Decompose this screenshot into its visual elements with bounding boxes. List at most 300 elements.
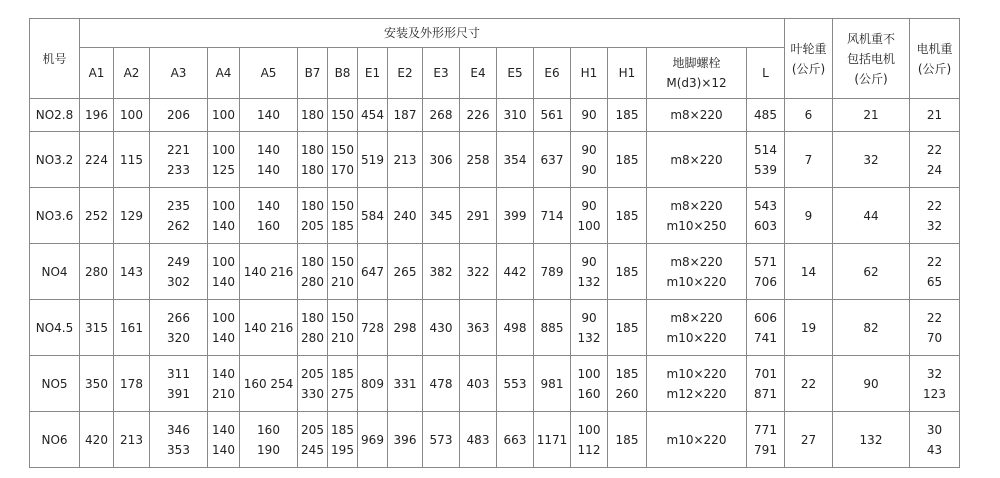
cell-line: 571: [754, 254, 777, 269]
cell-dimension: [328, 244, 358, 300]
cell-dimension: [388, 132, 423, 188]
cell-motor-weight: [910, 244, 960, 300]
cell-line: m12×220: [666, 386, 727, 401]
cell-dimension: [80, 132, 114, 188]
cell-dimension: [358, 188, 388, 244]
cell-dimension: [208, 99, 240, 132]
cell-dimension: [608, 188, 647, 244]
cell-line: (公斤): [917, 61, 952, 76]
cell-dimension: [423, 244, 460, 300]
cell-dimension: [298, 300, 328, 356]
cell-line: 573: [429, 432, 453, 447]
cell-dimension: [571, 412, 608, 468]
cell-line: 663: [503, 432, 527, 447]
cell-line: 539: [754, 162, 777, 177]
cell-line: 132: [859, 432, 883, 447]
cell-line: 430: [429, 320, 453, 335]
cell-line: 160: [257, 218, 280, 233]
cell-dimension: [298, 99, 328, 132]
header-col: [358, 48, 388, 99]
cell-line: 178: [120, 376, 143, 391]
cell-line: 584: [361, 208, 384, 223]
cell-line: A4: [215, 66, 232, 80]
cell-line: 82: [863, 320, 879, 335]
cell-line: 268: [429, 108, 453, 122]
cell-dimension: [747, 188, 785, 244]
cell-line: 21: [926, 108, 943, 122]
cell-dimension: [80, 412, 114, 468]
cell-dimension: [497, 244, 534, 300]
cell-line: 185: [615, 152, 639, 167]
table-row: [30, 99, 960, 132]
header-dimension-group: 安装及外形形尺寸: [80, 19, 785, 48]
cell-dimension: [298, 356, 328, 412]
cell-line: 90: [581, 142, 597, 157]
cell-line: 19: [800, 320, 817, 335]
cell-line: 706: [754, 274, 777, 289]
cell-dimension: [608, 356, 647, 412]
cell-dimension: [423, 356, 460, 412]
cell-impeller-weight: [785, 132, 833, 188]
cell-dimension: [388, 244, 423, 300]
cell-dimension: [150, 300, 208, 356]
cell-line: NO3.6: [35, 208, 74, 223]
cell-line: 112: [577, 442, 601, 457]
cell-line: 129: [120, 208, 143, 223]
cell-dimension: [358, 99, 388, 132]
cell-line: 382: [429, 264, 453, 279]
cell-line: 454: [361, 108, 384, 122]
cell-dimension: [328, 412, 358, 468]
cell-line: 519: [361, 152, 384, 167]
cell-line: 543: [754, 198, 777, 213]
cell-line: 252: [85, 208, 108, 223]
cell-line: 90: [581, 310, 597, 325]
cell-dimension: [208, 300, 240, 356]
cell-line: 180: [301, 254, 324, 269]
cell-line: 185: [331, 422, 354, 437]
cell-line: 185: [615, 432, 639, 447]
cell-line: A2: [123, 66, 140, 80]
cell-line: 6: [804, 108, 813, 122]
cell-line: 150: [331, 108, 354, 122]
cell-fan-weight: [833, 132, 910, 188]
header-motor-weight: [910, 19, 960, 99]
cell-motor-weight: [910, 412, 960, 468]
cell-motor-weight: [910, 132, 960, 188]
cell-line: 140: [212, 442, 235, 457]
cell-line: m8×220: [670, 198, 723, 213]
table-row: [30, 132, 960, 188]
cell-dimension: [423, 300, 460, 356]
cell-line: 245: [301, 442, 324, 457]
cell-line: 210: [331, 274, 354, 289]
cell-line: 647: [361, 264, 384, 279]
header-col: [747, 48, 785, 99]
cell-dimension: [328, 99, 358, 132]
cell-dimension: [388, 99, 423, 132]
header-col: [150, 48, 208, 99]
cell-line: 213: [393, 152, 417, 167]
cell-dimension: [358, 356, 388, 412]
header-col: [80, 48, 114, 99]
header-col: [328, 48, 358, 99]
cell-dimension: [423, 188, 460, 244]
cell-dimension: [647, 244, 747, 300]
cell-dimension: [240, 188, 298, 244]
cell-line: 291: [466, 208, 490, 223]
cell-impeller-weight: [785, 412, 833, 468]
cell-line: H1: [580, 66, 598, 80]
cell-motor-weight: [910, 99, 960, 132]
cell-line: E6: [544, 66, 560, 80]
cell-dimension: [497, 188, 534, 244]
cell-line: 226: [466, 108, 490, 122]
table-row: [30, 412, 960, 468]
cell-line: 161: [120, 320, 143, 335]
cell-line: 514: [754, 142, 777, 157]
cell-dimension: [608, 300, 647, 356]
cell-line: 391: [167, 386, 190, 401]
cell-line: 185: [615, 264, 639, 279]
cell-line: NO2.8: [35, 108, 74, 122]
cell-line: 442: [503, 264, 527, 279]
cell-fan-weight: [833, 244, 910, 300]
cell-line: 235: [167, 198, 190, 213]
cell-dimension: [388, 412, 423, 468]
cell-line: 298: [393, 320, 417, 335]
cell-line: 叶轮重: [790, 41, 827, 56]
cell-line: 143: [120, 264, 143, 279]
cell-line: 180: [301, 108, 324, 122]
cell-dimension: [114, 132, 150, 188]
cell-line: 187: [393, 108, 417, 122]
cell-line: 180: [301, 142, 324, 157]
cell-line: 140: [212, 330, 235, 345]
cell-line: 160: [577, 386, 601, 401]
cell-impeller-weight: [785, 300, 833, 356]
cell-dimension: [747, 300, 785, 356]
cell-fan-weight: [833, 188, 910, 244]
cell-line: 791: [754, 442, 777, 457]
cell-line: 266: [167, 310, 190, 325]
cell-dimension: [150, 188, 208, 244]
cell-line: 90: [581, 254, 597, 269]
cell-line: 483: [466, 432, 490, 447]
cell-dimension: [423, 412, 460, 468]
cell-line: 90: [581, 108, 597, 122]
cell-line: 100: [577, 218, 601, 233]
cell-line: m10×220: [666, 432, 727, 447]
cell-line: 396: [393, 432, 417, 447]
cell-line: 302: [167, 274, 190, 289]
cell-line: 地脚螺栓: [672, 56, 721, 70]
cell-line: 132: [577, 330, 601, 345]
cell-line: H1: [618, 66, 636, 80]
cell-line: m8×220: [670, 108, 723, 122]
cell-line: 249: [167, 254, 190, 269]
cell-dimension: [460, 244, 497, 300]
cell-line: 346: [167, 422, 190, 437]
cell-motor-weight: [910, 300, 960, 356]
cell-line: (公斤): [791, 61, 826, 76]
cell-dimension: [114, 188, 150, 244]
header-col: [423, 48, 460, 99]
cell-dimension: [150, 132, 208, 188]
cell-line: 771: [754, 422, 777, 437]
cell-line: 140: [212, 218, 235, 233]
cell-dimension: [358, 132, 388, 188]
cell-dimension: [608, 99, 647, 132]
cell-line: 185: [331, 218, 354, 233]
cell-dimension: [747, 132, 785, 188]
cell-model: [30, 244, 80, 300]
cell-line: 160 254: [243, 376, 294, 391]
cell-line: 196: [85, 108, 108, 122]
cell-dimension: [298, 188, 328, 244]
header-col: [114, 48, 150, 99]
cell-line: 风机重不: [846, 31, 895, 46]
cell-line: 1171: [536, 432, 568, 447]
cell-line: 180: [301, 162, 324, 177]
cell-line: 185: [331, 366, 354, 381]
cell-dimension: [647, 356, 747, 412]
cell-dimension: [460, 99, 497, 132]
cell-dimension: [208, 356, 240, 412]
cell-dimension: [114, 412, 150, 468]
cell-dimension: [534, 300, 571, 356]
cell-line: 70: [926, 330, 943, 345]
cell-line: E1: [364, 66, 381, 80]
cell-dimension: [497, 356, 534, 412]
cell-line: 44: [863, 208, 879, 223]
cell-dimension: [647, 300, 747, 356]
cell-line: 22: [800, 376, 817, 391]
cell-line: 24: [926, 162, 943, 177]
cell-line: 363: [466, 320, 490, 335]
cell-dimension: [298, 244, 328, 300]
cell-dimension: [747, 412, 785, 468]
cell-line: 205: [301, 422, 324, 437]
cell-line: 265: [393, 264, 417, 279]
cell-line: 132: [577, 274, 601, 289]
cell-line: 637: [540, 152, 564, 167]
cell-dimension: [497, 132, 534, 188]
cell-line: 100: [212, 254, 235, 269]
cell-line: B8: [334, 66, 351, 80]
cell-line: 100: [577, 366, 601, 381]
cell-dimension: [388, 188, 423, 244]
header-impeller-weight: [785, 19, 833, 99]
cell-dimension: [80, 244, 114, 300]
cell-line: 871: [754, 386, 777, 401]
cell-dimension: [571, 132, 608, 188]
cell-line: B7: [304, 66, 321, 80]
cell-line: L: [762, 66, 769, 80]
header-model: 机号: [30, 19, 80, 99]
cell-motor-weight: [910, 356, 960, 412]
cell-dimension: [298, 132, 328, 188]
cell-line: E2: [397, 66, 413, 80]
cell-dimension: [208, 244, 240, 300]
header-col: [497, 48, 534, 99]
cell-line: 21: [863, 108, 879, 122]
cell-line: m8×220: [670, 254, 723, 269]
cell-dimension: [358, 244, 388, 300]
table-row: [30, 356, 960, 412]
cell-line: 90: [581, 162, 597, 177]
header-col: [608, 48, 647, 99]
cell-line: 606: [754, 310, 777, 325]
cell-line: 399: [503, 208, 527, 223]
cell-line: 90: [863, 376, 879, 391]
cell-fan-weight: [833, 412, 910, 468]
cell-dimension: [497, 412, 534, 468]
cell-line: 140 216: [243, 264, 294, 279]
cell-dimension: [497, 300, 534, 356]
cell-line: 330: [301, 386, 324, 401]
cell-line: 969: [361, 432, 384, 447]
cell-line: 280: [301, 330, 324, 345]
cell-line: NO5: [41, 376, 68, 391]
cell-dimension: [608, 132, 647, 188]
cell-line: E3: [433, 66, 449, 80]
cell-line: 22: [926, 310, 943, 325]
cell-line: 180: [301, 310, 324, 325]
cell-line: m8×220: [670, 310, 723, 325]
header-fan-weight: [833, 19, 910, 99]
cell-line: 123: [923, 386, 946, 401]
cell-dimension: [328, 356, 358, 412]
cell-line: 30: [926, 422, 943, 437]
cell-line: 213: [120, 432, 143, 447]
cell-dimension: [358, 412, 388, 468]
header-col: [298, 48, 328, 99]
cell-line: 280: [85, 264, 108, 279]
cell-dimension: [534, 244, 571, 300]
cell-line: 22: [926, 254, 943, 269]
cell-dimension: [571, 300, 608, 356]
cell-line: 32: [863, 152, 879, 167]
cell-dimension: [150, 356, 208, 412]
cell-dimension: [608, 412, 647, 468]
cell-line: 205: [301, 366, 324, 381]
cell-dimension: [423, 99, 460, 132]
cell-line: 140: [257, 198, 280, 213]
cell-line: 240: [393, 208, 417, 223]
cell-dimension: [240, 244, 298, 300]
cell-fan-weight: [833, 300, 910, 356]
cell-line: 741: [754, 330, 777, 345]
cell-line: 185: [615, 320, 639, 335]
cell-dimension: [240, 412, 298, 468]
cell-dimension: [240, 99, 298, 132]
cell-line: 420: [85, 432, 108, 447]
cell-line: NO6: [41, 432, 68, 447]
cell-line: 140: [212, 274, 235, 289]
cell-line: 233: [167, 162, 190, 177]
header-col: [240, 48, 298, 99]
cell-line: 100: [577, 422, 601, 437]
cell-model: [30, 99, 80, 132]
cell-line: A3: [170, 66, 187, 80]
cell-fan-weight: [833, 99, 910, 132]
cell-line: 354: [503, 152, 527, 167]
cell-dimension: [747, 99, 785, 132]
cell-line: 185: [615, 366, 639, 381]
cell-dimension: [460, 412, 497, 468]
cell-dimension: [114, 99, 150, 132]
cell-fan-weight: [833, 356, 910, 412]
cell-dimension: [80, 356, 114, 412]
cell-line: 789: [540, 264, 564, 279]
cell-line: NO3.2: [35, 152, 74, 167]
cell-line: A1: [88, 66, 105, 80]
cell-line: 331: [393, 376, 417, 391]
cell-line: 185: [615, 108, 639, 122]
cell-line: 478: [429, 376, 453, 391]
header-col: [647, 48, 747, 99]
cell-line: 190: [257, 442, 280, 457]
cell-line: 22: [926, 198, 943, 213]
cell-dimension: [534, 412, 571, 468]
cell-line: 180: [301, 198, 324, 213]
cell-line: 403: [466, 376, 490, 391]
cell-dimension: [114, 356, 150, 412]
cell-dimension: [647, 188, 747, 244]
table-row: [30, 300, 960, 356]
header-col: [388, 48, 423, 99]
cell-dimension: [460, 188, 497, 244]
cell-line: 195: [331, 442, 354, 457]
cell-line: 224: [85, 152, 108, 167]
cell-dimension: [460, 132, 497, 188]
cell-line: 140: [257, 142, 280, 157]
cell-dimension: [388, 300, 423, 356]
cell-dimension: [208, 188, 240, 244]
cell-line: m10×220: [666, 330, 727, 345]
cell-dimension: [747, 356, 785, 412]
cell-line: E4: [470, 66, 486, 80]
spec-table-container: [29, 18, 960, 468]
cell-line: 603: [754, 218, 777, 233]
cell-line: 205: [301, 218, 324, 233]
cell-line: E5: [507, 66, 523, 80]
cell-dimension: [647, 99, 747, 132]
cell-line: 809: [361, 376, 384, 391]
cell-line: 275: [331, 386, 354, 401]
cell-dimension: [114, 300, 150, 356]
cell-dimension: [298, 412, 328, 468]
cell-dimension: [114, 244, 150, 300]
cell-line: 714: [540, 208, 564, 223]
cell-dimension: [150, 244, 208, 300]
header-col: [208, 48, 240, 99]
cell-dimension: [80, 300, 114, 356]
cell-motor-weight: [910, 188, 960, 244]
cell-line: 322: [466, 264, 490, 279]
header-col: [534, 48, 571, 99]
cell-model: [30, 132, 80, 188]
cell-dimension: [240, 132, 298, 188]
cell-line: 43: [926, 442, 943, 457]
cell-line: 280: [301, 274, 324, 289]
cell-line: 221: [167, 142, 190, 157]
cell-impeller-weight: [785, 244, 833, 300]
cell-line: 9: [804, 208, 813, 223]
cell-line: 100: [212, 198, 235, 213]
cell-dimension: [647, 132, 747, 188]
